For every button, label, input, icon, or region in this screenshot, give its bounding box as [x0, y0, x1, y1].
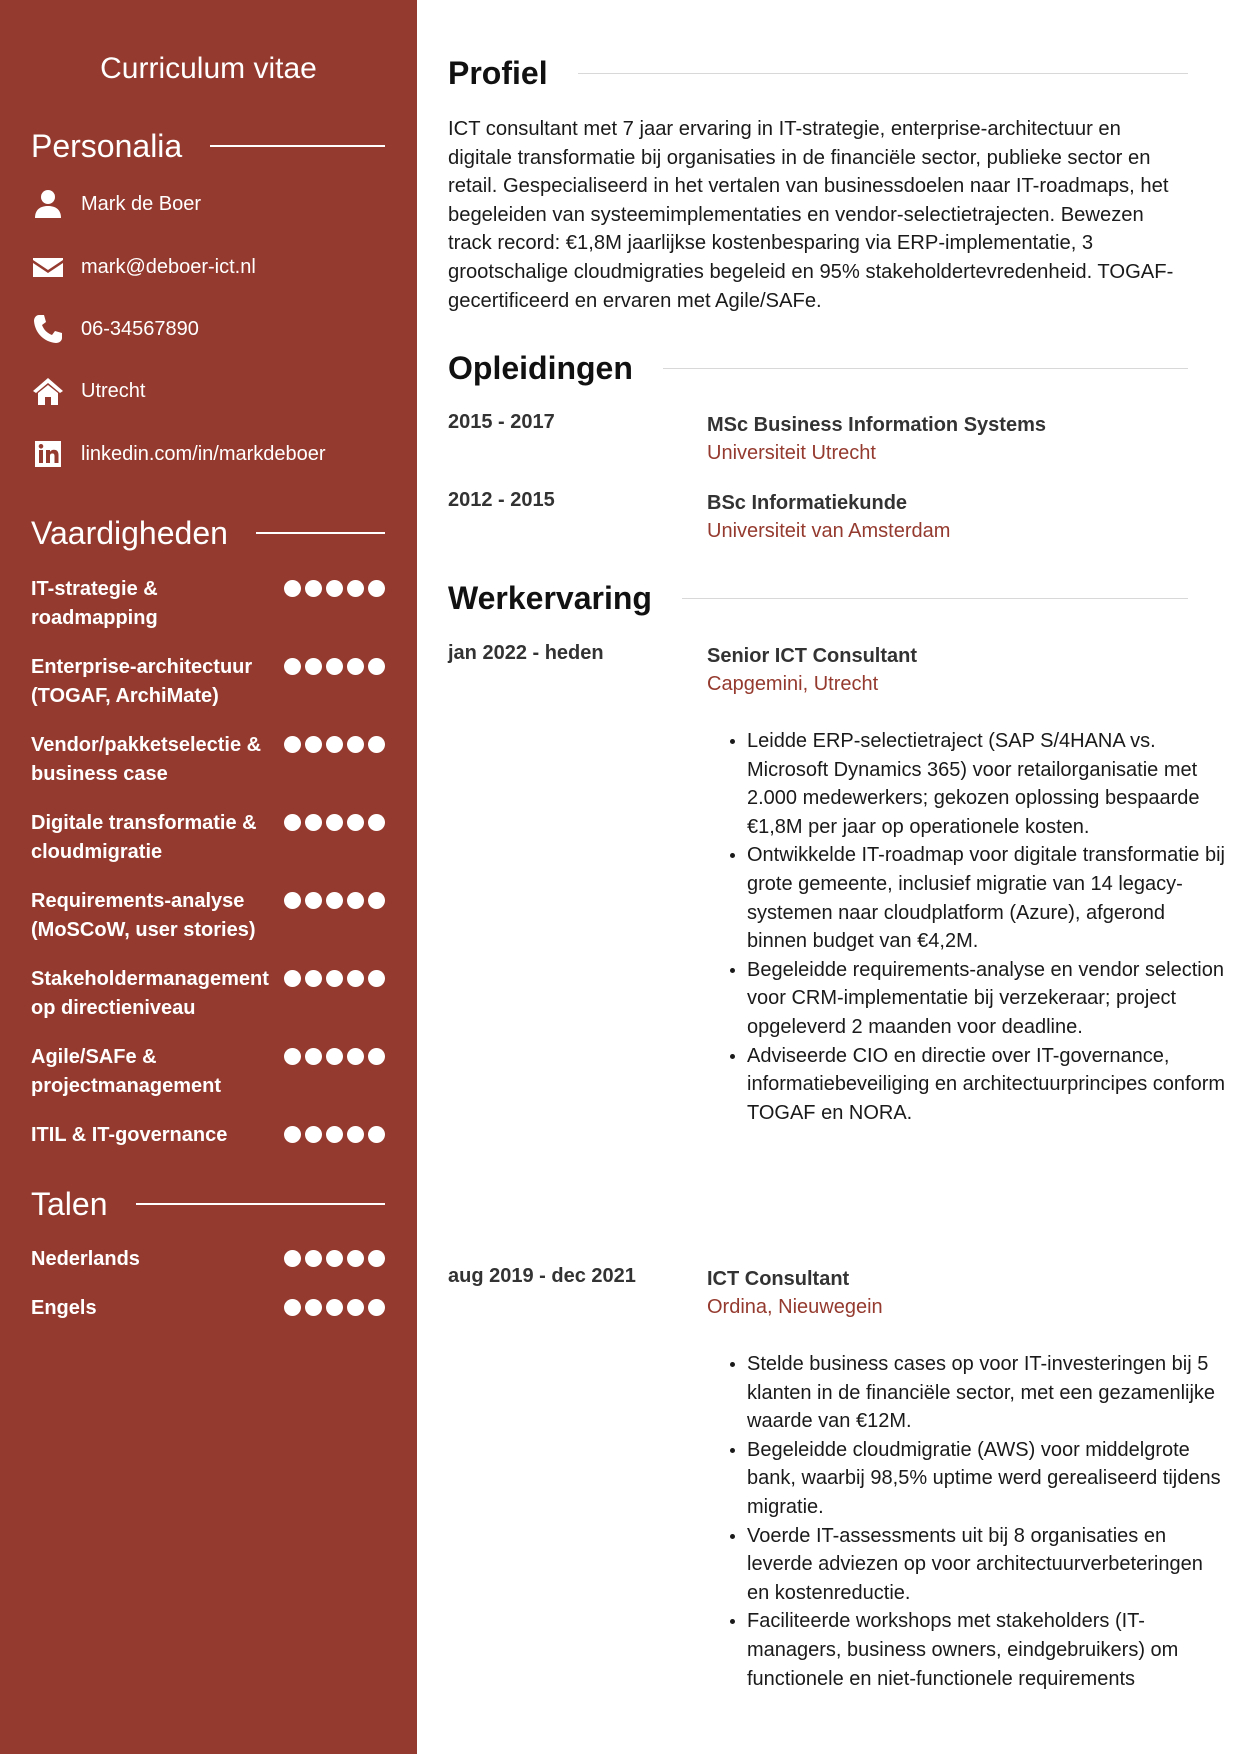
- rating-dot: [305, 1299, 322, 1316]
- language-name: Nederlands: [31, 1248, 140, 1270]
- user-icon: [31, 187, 65, 221]
- language-rating: [284, 1294, 385, 1316]
- skill-rating: [284, 1043, 385, 1065]
- rating-dot: [368, 658, 385, 675]
- rating-dot: [368, 814, 385, 831]
- experience-bullet: • Leidde ERP-selectietraject (SAP S/4HANA vs. Microsoft Dynamics 365) voor retailorganisatie met 2.000 medewerkers; gekozen oplossing bespaarde €1,8M per jaar op operationele kosten.: [747, 727, 1228, 841]
- skill-name: Requirements-analyse (MoSCoW, user stories): [31, 890, 256, 941]
- language-rating: [284, 1245, 385, 1267]
- language-name: Engels: [31, 1297, 97, 1319]
- skill-rating: [284, 731, 385, 753]
- job-company: Capgemini, Utrecht: [707, 673, 879, 695]
- skills-heading: [31, 511, 385, 555]
- skill-row: [31, 965, 385, 1023]
- languages-heading: [31, 1182, 385, 1226]
- rating-dot: [305, 1250, 322, 1267]
- contact-phone[interactable]: [31, 309, 199, 349]
- rating-dot: [305, 970, 322, 987]
- contact-name: [31, 184, 201, 224]
- skill-name: Enterprise-architectuur (TOGAF, ArchiMate): [31, 656, 253, 707]
- contact-email[interactable]: [31, 247, 256, 287]
- rating-dot: [326, 814, 343, 831]
- skill-name: Digitale transformatie & cloudmigratie: [31, 812, 257, 863]
- skill-row: [31, 575, 385, 633]
- experience-bullets: [707, 727, 1228, 1127]
- contact-location: [31, 371, 145, 411]
- rating-dot: [347, 814, 364, 831]
- education-title: MSc Business Information Systems: [707, 414, 1046, 436]
- rating-dot: [326, 1126, 343, 1143]
- experience-bullet: • Stelde business cases op voor IT-investeringen bij 5 klanten in de financiële sector, met een gezamenlijke waarde van €12M.: [747, 1350, 1228, 1436]
- experience-details: [707, 642, 1188, 699]
- skills-heading-text: Vaardigheden: [31, 514, 228, 551]
- rating-dot: [368, 580, 385, 597]
- skill-row: [31, 887, 385, 945]
- education-institution: Universiteit Utrecht: [707, 442, 876, 464]
- language-row: [31, 1245, 385, 1274]
- rating-dot: [305, 1048, 322, 1065]
- rating-dot: [347, 1126, 364, 1143]
- education-institution: Universiteit van Amsterdam: [707, 520, 951, 542]
- languages-heading-text: Talen: [31, 1185, 108, 1222]
- rating-dot: [326, 736, 343, 753]
- experience-date: jan 2022 - heden: [448, 642, 604, 664]
- skill-name: ITIL & IT-governance: [31, 1124, 228, 1146]
- rating-dot: [347, 658, 364, 675]
- skill-rating: [284, 575, 385, 597]
- rating-dot: [284, 658, 301, 675]
- skill-rating: [284, 653, 385, 675]
- profile-heading-text: Profiel: [448, 54, 548, 91]
- experience-bullet: • Ontwikkelde IT-roadmap voor digitale transformatie bij grote gemeente, inclusief migratie van 14 legacy-systemen naar cloudplatform (Azure), afgerond binnen budget van €4,2M.: [747, 841, 1228, 955]
- experience-bullet: • Begeleidde cloudmigratie (AWS) voor middelgrote bank, waarbij 98,5% uptime werd gerealiseerd tijdens migratie.: [747, 1436, 1228, 1522]
- linkedin-icon: [31, 437, 65, 471]
- heading-divider: [682, 598, 1188, 599]
- rating-dot: [305, 892, 322, 909]
- skill-name: Stakeholdermanagement op directieniveau: [31, 968, 269, 1019]
- language-row: [31, 1294, 385, 1323]
- job-title: ICT Consultant: [707, 1268, 850, 1290]
- experience-bullet: • Begeleidde requirements-analyse en vendor selection voor CRM-implementatie bij verzekeraar; project opgeleverd 2 maanden voor deadline.: [747, 956, 1228, 1042]
- rating-dot: [347, 1299, 364, 1316]
- personalia-heading: [31, 124, 385, 168]
- cv-title: Curriculum vitae: [100, 52, 317, 85]
- education-details: [707, 411, 1188, 468]
- rating-dot: [368, 736, 385, 753]
- personalia-heading-text: Personalia: [31, 127, 183, 164]
- rating-dot: [326, 658, 343, 675]
- experience-bullets: [707, 1350, 1228, 1693]
- skill-name: Agile/SAFe & projectmanagement: [31, 1046, 222, 1097]
- heading-divider: [663, 368, 1188, 369]
- rating-dot: [347, 892, 364, 909]
- heading-divider: [256, 532, 385, 534]
- rating-dot: [305, 814, 322, 831]
- rating-dot: [284, 1250, 301, 1267]
- skill-row: [31, 809, 385, 867]
- contact-name-text: Mark de Boer: [81, 192, 202, 215]
- skill-name: Vendor/pakketselectie & business case: [31, 734, 262, 785]
- envelope-icon: [31, 250, 65, 284]
- job-company: Ordina, Nieuwegein: [707, 1296, 883, 1318]
- rating-dot: [284, 814, 301, 831]
- rating-dot: [305, 1126, 322, 1143]
- rating-dot: [305, 658, 322, 675]
- skill-row: [31, 1043, 385, 1101]
- contact-email-text[interactable]: mark@deboer-ict.nl: [81, 255, 256, 278]
- rating-dot: [284, 1048, 301, 1065]
- contact-phone-text[interactable]: 06-34567890: [81, 317, 199, 340]
- skill-name: IT-strategie & roadmapping: [31, 578, 158, 629]
- rating-dot: [368, 1126, 385, 1143]
- rating-dot: [347, 736, 364, 753]
- rating-dot: [326, 970, 343, 987]
- rating-dot: [347, 970, 364, 987]
- rating-dot: [368, 1048, 385, 1065]
- education-title: BSc Informatiekunde: [707, 492, 908, 514]
- rating-dot: [284, 1299, 301, 1316]
- experience-date: aug 2019 - dec 2021: [448, 1265, 636, 1287]
- education-date: 2015 - 2017: [448, 411, 555, 433]
- rating-dot: [305, 580, 322, 597]
- heading-divider: [210, 145, 385, 147]
- skill-rating: [284, 809, 385, 831]
- rating-dot: [326, 1299, 343, 1316]
- rating-dot: [326, 892, 343, 909]
- education-details: [707, 489, 1188, 546]
- skill-row: [31, 1121, 385, 1150]
- experience-bullet: • Adviseerde CIO en directie over IT-governance, informatiebeveiliging en architectuurprincipes conform TOGAF en NORA.: [747, 1042, 1228, 1128]
- profile-text: ICT consultant met 7 jaar ervaring in IT-strategie, enterprise-architectuur en digitale transformatie bij organisaties in de financiële sector, publieke sector en retail. Gespecialiseerd in het vertalen van businessdoelen naar IT-roadmaps, het begeleiden van systeemimplementaties en vendor-selectietrajecten. Bewezen track record: €1,8M jaarlijkse kostenbesparing via ERP-implementatie, 3 grootschalige cloudmigraties begeleid en 95% stakeholdertevredenheid. TOGAF-gecertificeerd en ervaren met Agile/SAFe.: [448, 118, 1174, 312]
- home-icon: [31, 374, 65, 408]
- experience-heading-text: Werkervaring: [448, 579, 652, 616]
- job-title: Senior ICT Consultant: [707, 645, 917, 667]
- experience-bullet: • Voerde IT-assessments uit bij 8 organisaties en leverde adviezen op voor architectuurverbeteringen en kostenreductie.: [747, 1522, 1228, 1608]
- skill-row: [31, 731, 385, 789]
- skill-rating: [284, 887, 385, 909]
- rating-dot: [368, 1299, 385, 1316]
- skill-rating: [284, 1121, 385, 1143]
- education-heading: [448, 346, 1188, 390]
- rating-dot: [284, 970, 301, 987]
- skill-rating: [284, 965, 385, 987]
- phone-icon: [31, 312, 65, 346]
- main-content: [448, 0, 1226, 1754]
- rating-dot: [368, 892, 385, 909]
- heading-divider: [136, 1203, 386, 1205]
- rating-dot: [326, 1048, 343, 1065]
- rating-dot: [347, 580, 364, 597]
- rating-dot: [284, 892, 301, 909]
- heading-divider: [578, 73, 1188, 74]
- rating-dot: [284, 1126, 301, 1143]
- profile-heading: [448, 51, 1188, 95]
- rating-dot: [305, 736, 322, 753]
- experience-bullet: • Faciliteerde workshops met stakeholders (IT-managers, business owners, eindgebruikers) om functionele en niet-functionele requirements: [747, 1607, 1228, 1693]
- contact-location-text: Utrecht: [81, 379, 146, 402]
- experience-heading: [448, 576, 1188, 620]
- skill-row: [31, 653, 385, 711]
- rating-dot: [284, 736, 301, 753]
- sidebar: [0, 0, 417, 1754]
- rating-dot: [284, 580, 301, 597]
- rating-dot: [347, 1250, 364, 1267]
- rating-dot: [326, 580, 343, 597]
- rating-dot: [368, 1250, 385, 1267]
- contact-linkedin[interactable]: [31, 434, 326, 474]
- rating-dot: [368, 970, 385, 987]
- rating-dot: [326, 1250, 343, 1267]
- education-date: 2012 - 2015: [448, 489, 555, 511]
- contact-linkedin-text[interactable]: linkedin.com/in/markdeboer: [81, 442, 326, 465]
- experience-details: [707, 1265, 1188, 1322]
- rating-dot: [347, 1048, 364, 1065]
- education-heading-text: Opleidingen: [448, 349, 633, 386]
